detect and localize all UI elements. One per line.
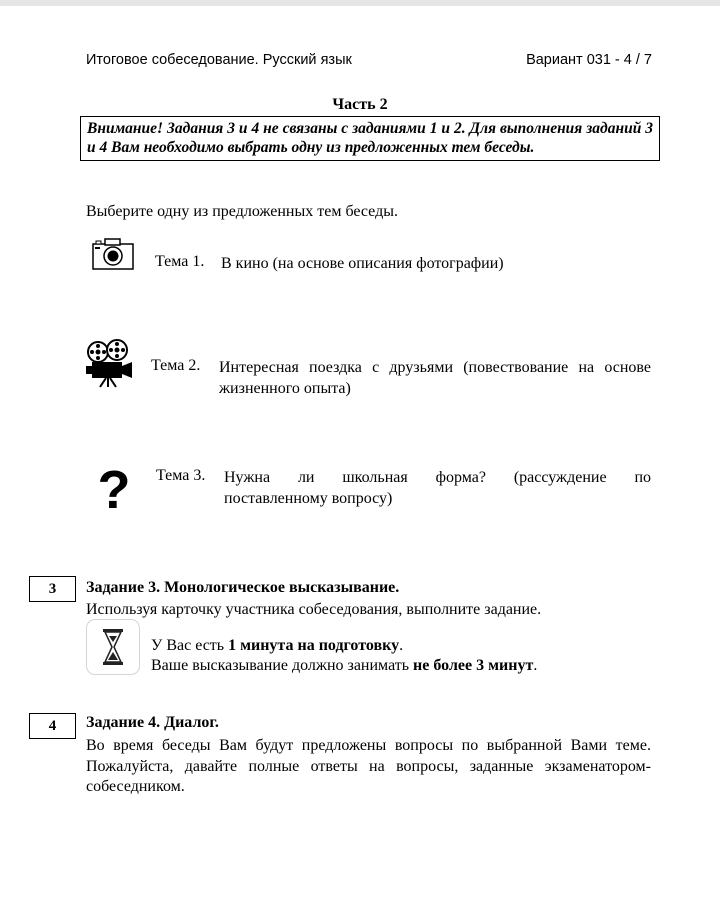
camera-icon <box>92 238 134 270</box>
svg-text:?: ? <box>97 462 131 512</box>
prep-bold: 1 минута на подготовку <box>228 637 400 654</box>
topic-2-text-line1: Интересная поездка с друзьями (повествование на основе <box>219 359 651 376</box>
prep-time-line <box>151 637 403 655</box>
top-bar <box>0 0 720 6</box>
limit-prefix: Ваше высказывание должно занимать <box>151 657 414 674</box>
topic-1-label: Тема 1. <box>155 253 205 270</box>
prep-prefix: У Вас есть <box>151 637 229 654</box>
hourglass-icon <box>87 620 139 674</box>
header-title: Итоговое собеседование. Русский язык <box>86 52 352 68</box>
topic-2-label: Тема 2. <box>151 357 201 374</box>
limit-suffix: . <box>533 657 538 674</box>
film-projector-icon <box>84 338 136 388</box>
topic-2-text-line2: жизненного опыта) <box>219 380 351 397</box>
task-4-text-line1: Во время беседы Вам будут предложены вопросы по выбранной Вами теме. <box>86 737 651 754</box>
hourglass-card <box>86 619 140 675</box>
task-3-title: Задание 3. Монологическое высказывание. <box>86 579 400 596</box>
task-4-number: 4 <box>29 713 76 739</box>
topic-3-label: Тема 3. <box>156 467 206 484</box>
limit-bold: не более 3 минут <box>413 657 534 674</box>
topic-3-text-line2: поставленному вопросу) <box>224 490 393 507</box>
task-4-text-line2: Пожалуйста, давайте полные ответы на вопросы, заданные экзаменатором- <box>86 758 651 775</box>
prep-suffix: . <box>399 637 404 654</box>
task-4-title: Задание 4. Диалог. <box>86 714 219 731</box>
topic-3-text-line1: Нужна ли школьная форма? (рассуждение по <box>224 469 651 486</box>
topic-1-text: В кино (на основе описания фотографии) <box>221 255 504 272</box>
task-3-text: Используя карточку участника собеседования, выполните задание. <box>86 601 542 618</box>
question-mark-icon <box>96 462 132 512</box>
choose-instruction: Выберите одну из предложенных тем беседы. <box>86 203 398 220</box>
part-title: Часть 2 <box>332 96 388 113</box>
task-3-number: 3 <box>29 576 76 602</box>
speech-limit-line <box>151 657 537 675</box>
attention-box: Внимание! Задания 3 и 4 не связаны с заданиями 1 и 2. Для выполнения заданий 3 и 4 Вам необходимо выбрать одну из предложенных тем беседы. <box>80 116 660 161</box>
header-variant: Вариант 031 - 4 / 7 <box>526 52 652 68</box>
task-4-text-line3: собеседником. <box>86 778 185 795</box>
